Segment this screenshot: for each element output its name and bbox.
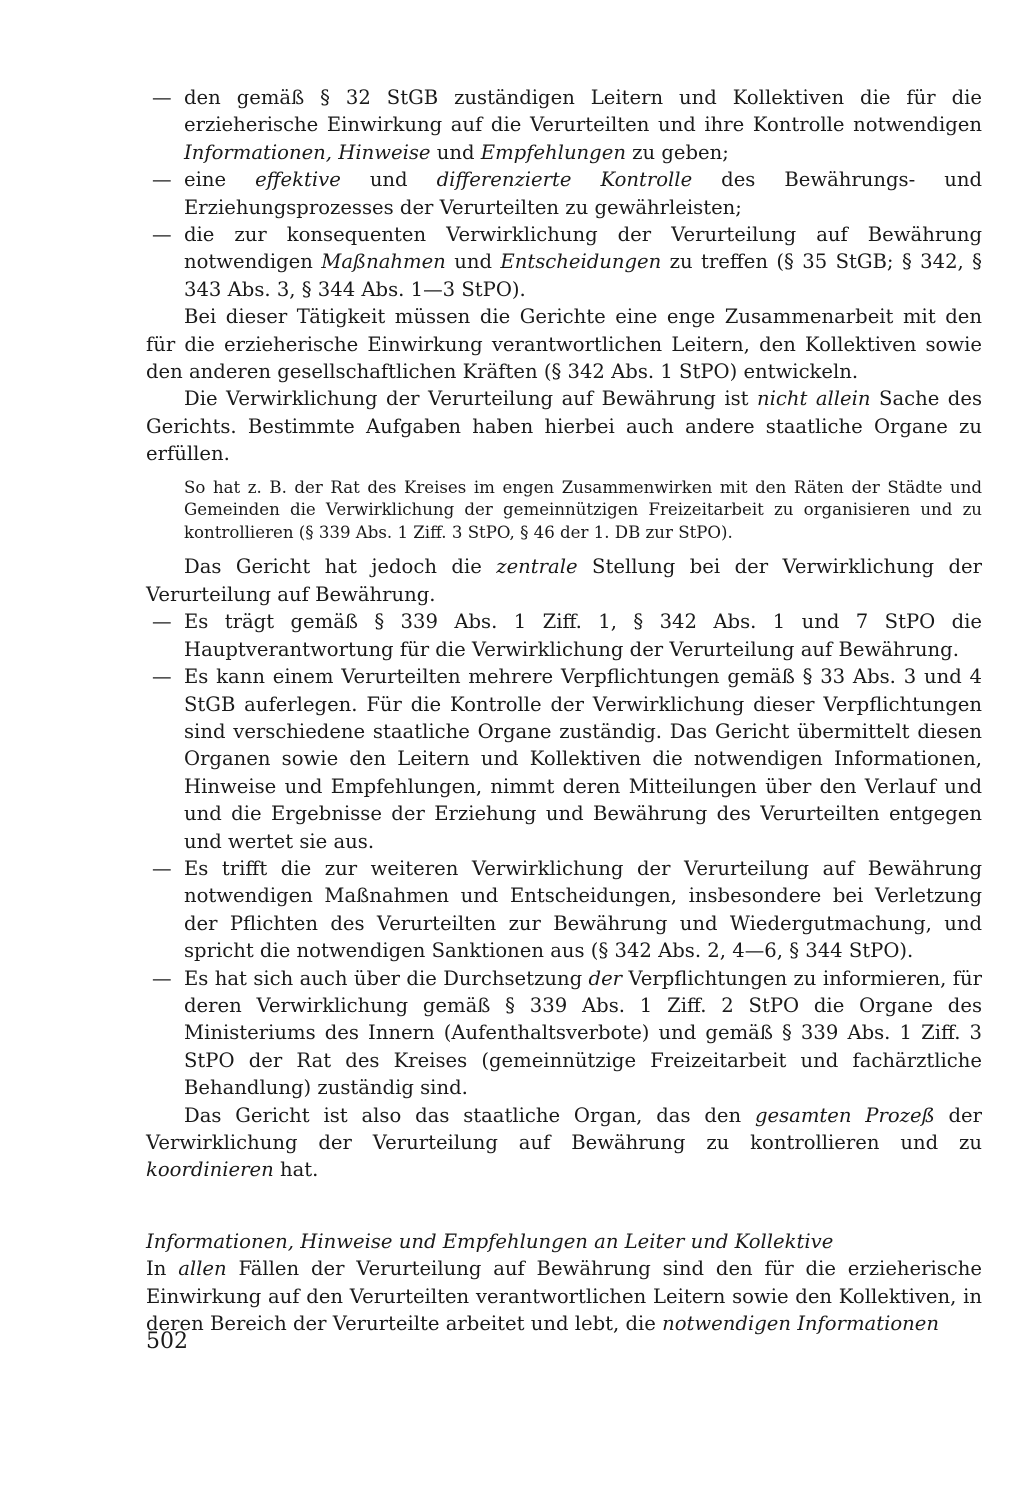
text-run: Das Gericht ist also das staatliche Organ, das den — [184, 1103, 755, 1127]
dash-marker: — — [152, 665, 172, 689]
emphasis-text: Entscheidungen — [500, 250, 662, 274]
emphasis-text: Empfehlungen — [480, 140, 626, 164]
emphasis-text: differenzierte Kontrolle — [436, 168, 693, 192]
paragraph: Bei dieser Tätigkeit müssen die Gerichte eine enge Zusammenarbeit mit den für die erzieherische Einwirkung verantwortlichen Leitern, den Kollektiven sowie den anderen gesellschaftlichen Kräften (§ 342 Abs. 1 StPO) entwickeln. — [146, 305, 982, 384]
paragraph — [146, 1102, 982, 1184]
dash-marker: — — [152, 86, 172, 109]
emphasis-text: Informationen, Hinweise — [184, 140, 431, 164]
text-run: Sache des Gerichts. Bestimmte Aufgaben haben hierbei auch andere staatliche Organe zu erfüllen. — [146, 387, 982, 466]
text-run: Es trägt gemäß § 339 Abs. 1 Ziff. 1, § 342 Abs. 1 und 7 StPO die Hauptverantwortung für die Verwirklichung der Verurteilung auf Bewährung. — [184, 610, 982, 661]
text-run: und — [430, 140, 481, 164]
court-tasks-list — [146, 608, 982, 1101]
text-run: und — [340, 168, 437, 192]
list-item — [146, 965, 982, 1102]
emphasis-text: gesamten Prozeß — [754, 1103, 935, 1127]
dash-marker: — — [152, 223, 172, 247]
emphasis-text: der — [588, 966, 623, 990]
text-run: Fällen der Verurteilung auf Bewährung sind den für die erzieherische Einwirkung auf den Verurteilten verantwortlichen Leitern sowie den Kollektiven, in deren Bereich der Verurteilte arbeitet und lebt, die — [146, 1257, 983, 1336]
paragraph — [146, 1255, 982, 1337]
small-print-note: So hat z. B. der Rat des Kreises im engen Zusammenwirken mit den Räten der Städte und Gemeinden die Verwirklichung der gemeinnützigen Freizeitarbeit zu organisieren und zu kontrollieren (§ 339 Abs. 1 Ziff. 3 StPO, § 46 der 1. DB zur StPO). — [184, 477, 982, 542]
text-run: Es hat sich auch über die Durchsetzung — [184, 966, 589, 990]
text-run: des Bewährungs- und Erziehungsprozesses der Verurteilten zu gewährleisten; — [184, 168, 982, 219]
list-item — [146, 663, 982, 855]
emphasis-text: Maßnahmen — [321, 250, 446, 274]
dash-marker: — — [152, 966, 172, 990]
text-run: Es trifft die zur weiteren Verwirklichung der Verurteilung auf Bewährung notwendigen Maßnahmen und Entscheidungen, insbesondere bei Verletzung der Pflichten des Verurteilten zur Bewährung und Wiedergutmachung, und spricht die notwendigen Sanktionen aus (§ 342 Abs. 2, 4—6, § 344 StPO). — [184, 856, 982, 963]
text-run: und — [445, 250, 501, 274]
text-run: der Verwirklichung der Verurteilung auf Bewährung zu kontrollieren und zu — [146, 1103, 983, 1154]
text-run: zu treffen (§ 35 StGB; § 342, § 343 Abs. 3, § 344 Abs. 1—3 StPO). — [184, 250, 982, 301]
page-number: 502 — [146, 1329, 188, 1354]
duties-list — [146, 84, 982, 303]
text-run: hat. — [273, 1158, 319, 1182]
emphasis-text: koordinieren — [146, 1158, 274, 1182]
list-item — [146, 221, 982, 303]
text-run: zu geben; — [625, 140, 729, 164]
dash-marker: — — [152, 168, 172, 192]
text-run: In — [146, 1257, 179, 1281]
page-body — [146, 84, 982, 1337]
text-run: eine — [184, 168, 256, 192]
emphasis-text: effektive — [255, 168, 341, 192]
paragraph — [146, 385, 982, 467]
text-run: Das Gericht hat jedoch die — [184, 555, 497, 579]
dash-marker: — — [152, 610, 172, 634]
emphasis-text: nicht allein — [757, 387, 871, 411]
list-item — [146, 855, 982, 965]
paragraph — [146, 553, 982, 608]
list-item — [146, 166, 982, 221]
text-run: Die Verwirklichung der Verurteilung auf Bewährung ist — [184, 387, 757, 411]
section-heading: Informationen, Hinweise und Empfehlungen an Leiter und Kollektive — [146, 1229, 834, 1253]
text-run: den gemäß § 32 StGB zuständigen Leitern und Kollektiven die für die erzieherische Einwirkung auf die Verurteilten und ihre Kontrolle notwendigen — [184, 86, 982, 137]
dash-marker: — — [152, 856, 172, 880]
text-run: die zur konsequenten Verwirklichung der Verurteilung auf Bewährung notwendigen — [184, 223, 982, 274]
text-run: Es kann einem Verurteilten mehrere Verpflichtungen gemäß § 33 Abs. 3 und 4 StGB auferlegen. Für die Kontrolle der Verwirklichung dieser Verpflichtungen sind verschiedene staatliche Organe zuständig. Das Gericht übermittelt diesen Organen sowie den Leitern und Kollektiven die notwendigen Informationen, Hinweise und Empfehlungen, nimmt deren Mitteilungen über den Verlauf und und die Ergebnisse der Erziehung und Bewährung des Verurteilten entgegen und wertet sie aus. — [184, 665, 982, 853]
emphasis-text: notwendigen Informationen — [662, 1312, 940, 1336]
emphasis-text: allen — [178, 1257, 227, 1281]
text-run: Verpflichtungen zu informieren, für deren Verwirklichung gemäß § 339 Abs. 1 Ziff. 2 StPO die Organe des Ministeriums des Innern (Aufenthaltsverbote) und gemäß § 339 Abs. 1 Ziff. 3 StPO der Rat des Kreises (gemeinnützige Freizeitarbeit und fachärztliche Behandlung) zuständig sind. — [184, 966, 982, 1100]
text-run: Stellung bei der Verwirklichung der Verurteilung auf Bewährung. — [146, 555, 982, 606]
list-item — [146, 84, 982, 166]
list-item — [146, 608, 982, 663]
emphasis-text: zentrale — [496, 555, 578, 579]
